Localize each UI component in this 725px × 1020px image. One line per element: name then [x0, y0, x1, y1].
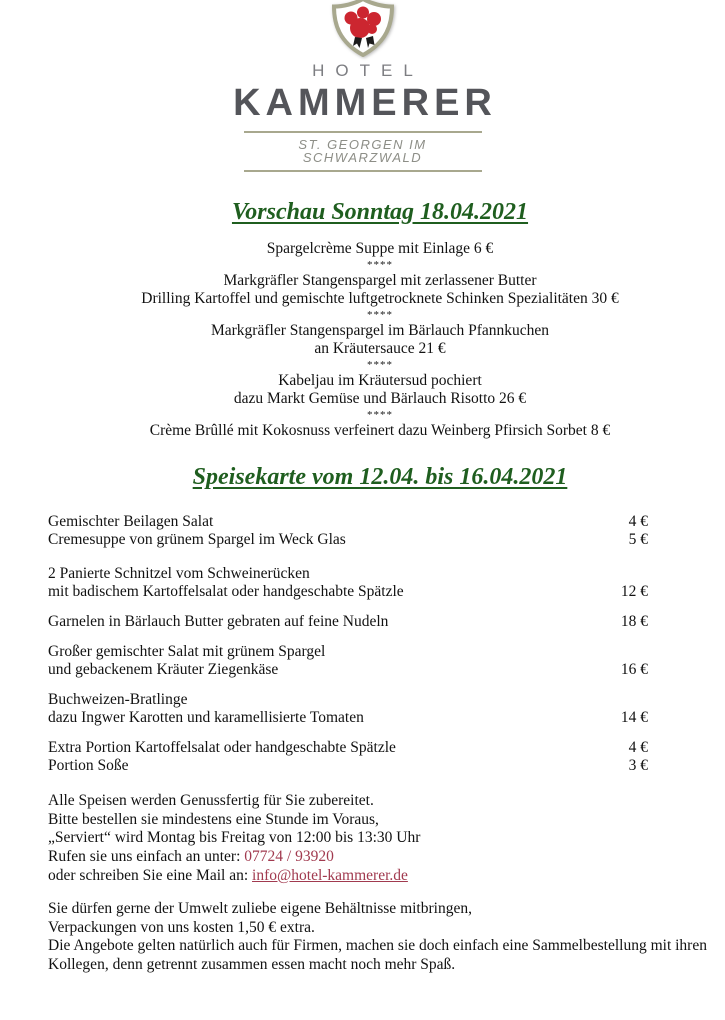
- menu-group: [48, 513, 648, 549]
- course-separator: ****: [367, 408, 393, 421]
- menu-item-name: Extra Portion Kartoffelsalat oder handgeschabte Spätzle: [48, 739, 396, 757]
- info-line: Bitte bestellen sie mindestens eine Stunde im Voraus,: [48, 810, 379, 828]
- menu-item-name: 2 Panierte Schnitzel vom Schweinerücken: [48, 565, 310, 583]
- menu-row: [48, 613, 648, 631]
- menu-item-name: mit badischem Kartoffelsalat oder handgeschabte Spätzle: [48, 583, 404, 601]
- course-line: Markgräfler Stangenspargel mit zerlassener Butter: [223, 271, 537, 289]
- menu-item-name: Cremesuppe von grünem Spargel im Weck Glas: [48, 531, 346, 549]
- info-mail-line: [48, 867, 725, 886]
- menu-item-name: Buchweizen-Bratlinge: [48, 691, 188, 709]
- menu-group: [48, 691, 648, 727]
- logo-name-word: KAMMERER: [233, 81, 497, 124]
- menu-item-name: Großer gemischter Salat mit grünem Spargel: [48, 643, 326, 661]
- logo-subtitle: ST. GEORGEN IM SCHWARZWALD: [298, 136, 427, 165]
- notes-line: Verpackungen von uns kosten 1,50 € extra.: [48, 918, 315, 936]
- menu-item-name: Portion Soße: [48, 757, 129, 775]
- vorschau-course-list: [48, 240, 712, 440]
- closing-notes: [48, 900, 708, 974]
- menu-item-name: und gebackenem Kräuter Ziegenkäse: [48, 661, 279, 679]
- menu-row: [48, 565, 648, 583]
- crest-shield-icon: [324, 0, 402, 57]
- menu-item-price: 4 €: [628, 513, 648, 531]
- hotel-logo: [0, 0, 725, 172]
- phone-prefix: Rufen sie uns einfach an unter:: [48, 848, 245, 866]
- course-line: dazu Markt Gemüse und Bärlauch Risotto 26 €: [233, 390, 527, 408]
- menu-price-list: [48, 513, 648, 775]
- notes-line: Kollegen, denn getrennt zusammen essen macht noch mehr Spaß.: [48, 956, 456, 974]
- menu-item-price: 5 €: [628, 531, 648, 549]
- ordering-info: [48, 792, 725, 885]
- course-line: Kabeljau im Kräutersud pochiert: [278, 371, 482, 389]
- menu-group: [48, 643, 648, 679]
- menu-item-name: dazu Ingwer Karotten und karamellisierte Tomaten: [48, 709, 364, 727]
- menu-group: [48, 613, 648, 631]
- course-line: Drilling Kartoffel und gemischte luftgetrocknete Schinken Spezialitäten 30 €: [141, 290, 619, 308]
- menu-row: [48, 757, 648, 775]
- menu-item-name: Garnelen in Bärlauch Butter gebraten auf feine Nudeln: [48, 613, 389, 631]
- notes-line: Sie dürfen gerne der Umwelt zuliebe eigene Behältnisse mitbringen,: [48, 900, 472, 918]
- course-separator: ****: [367, 308, 393, 321]
- course-line: Spargelcrème Suppe mit Einlage 6 €: [266, 240, 494, 258]
- menu-item-price: 12 €: [620, 583, 648, 601]
- menu-item-price: 18 €: [620, 613, 648, 631]
- vorschau-title: Vorschau Sonntag 18.04.2021: [231, 198, 529, 225]
- menu-item-price: 16 €: [620, 661, 648, 679]
- course-line: an Kräutersauce 21 €: [314, 340, 446, 358]
- info-line: Alle Speisen werden Genussfertig für Sie zubereitet.: [48, 792, 374, 810]
- menu-row: [48, 661, 648, 679]
- menu-row: [48, 691, 648, 709]
- menu-row: [48, 643, 648, 661]
- menu-row: [48, 531, 648, 549]
- menu-group: [48, 739, 648, 775]
- menu-item-price: 14 €: [620, 709, 648, 727]
- course-line: Crème Brûllé mit Kokosnuss verfeinert dazu Weinberg Pfirsich Sorbet 8 €: [149, 421, 611, 439]
- menu-item-price: 3 €: [628, 757, 648, 775]
- info-line: „Serviert“ wird Montag bis Freitag von 12:00 bis 13:30 Uhr: [48, 829, 421, 847]
- menu-row: [48, 583, 648, 601]
- phone-number: 07724 / 93920: [244, 848, 334, 866]
- info-phone-line: [48, 848, 725, 867]
- logo-subtitle-box: [244, 131, 482, 172]
- course-separator: ****: [367, 258, 393, 271]
- menu-item-name: Gemischter Beilagen Salat: [48, 513, 214, 531]
- menu-group: [48, 565, 648, 601]
- mail-prefix: oder schreiben Sie eine Mail an:: [48, 866, 253, 884]
- email-link[interactable]: info@hotel-kammerer.de: [252, 866, 408, 884]
- menu-row: [48, 513, 648, 531]
- speisekarte-title: Speisekarte vom 12.04. bis 16.04.2021: [192, 464, 568, 491]
- menu-row: [48, 739, 648, 757]
- notes-line: Die Angebote gelten natürlich auch für Firmen, machen sie doch einfach eine Sammelbestellung mit ihren: [48, 937, 707, 955]
- course-line: Markgräfler Stangenspargel im Bärlauch Pfannkuchen: [210, 321, 550, 339]
- course-separator: ****: [367, 358, 393, 371]
- menu-row: [48, 709, 648, 727]
- logo-hotel-word: HOTEL: [312, 61, 424, 80]
- menu-item-price: 4 €: [628, 739, 648, 757]
